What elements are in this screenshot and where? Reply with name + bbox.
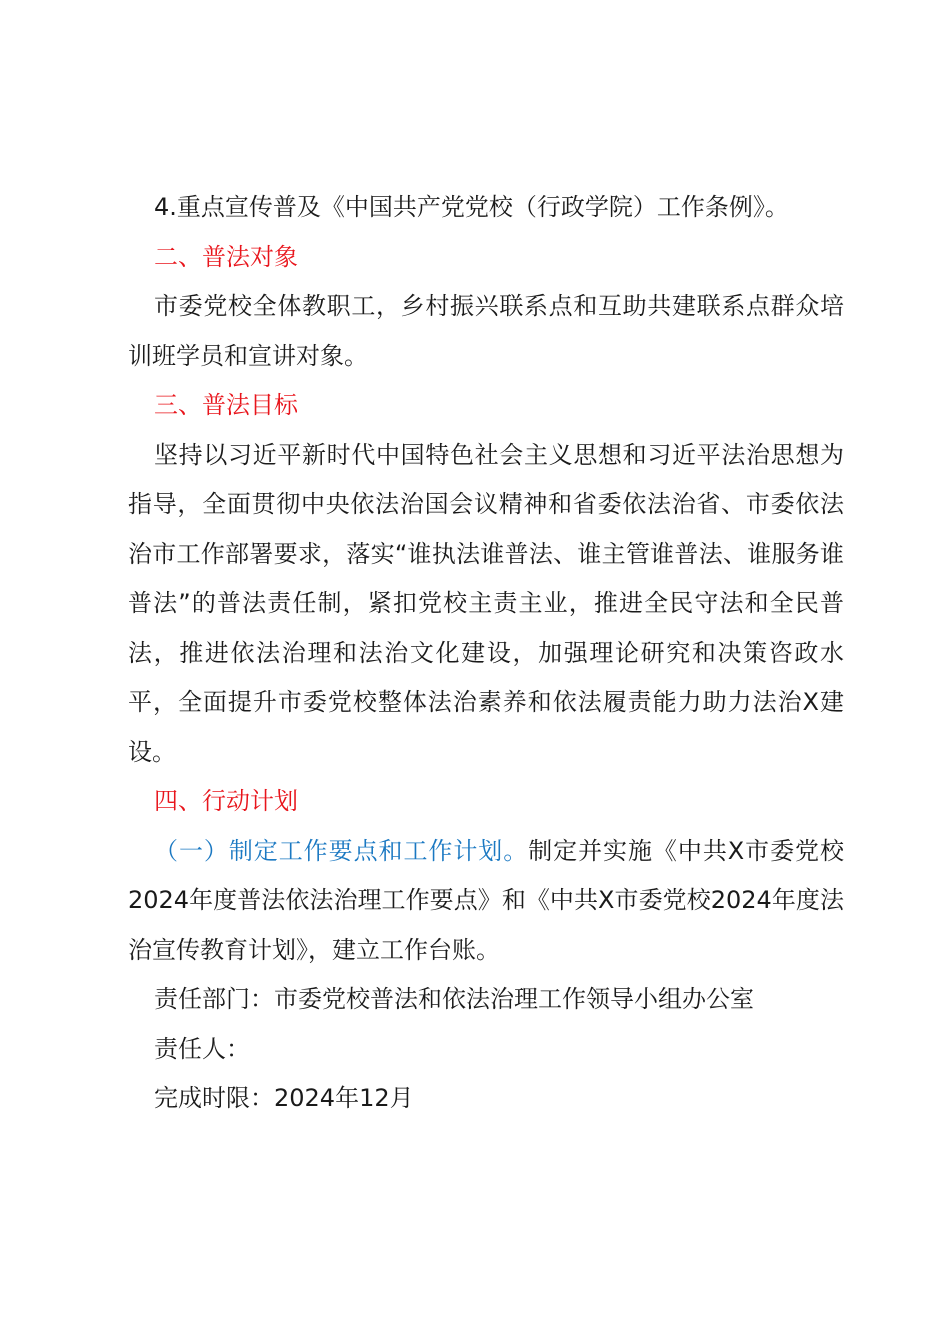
action-1-body: 制定并实施《中共X市委党校2024年度普法依法治理工作要点》和《中共X市委党校2024年度法治宣传教育计划》，建立工作台账。 [128,836,844,964]
responsible-department: 责任部门：市委党校普法和依法治理工作领导小组办公室 [154,985,754,1013]
section-3-heading: 三、普法目标 [154,391,298,419]
action-1-paragraph [128,827,844,976]
document-body [128,183,844,1124]
deadline: 完成时限：2024年12月 [154,1084,414,1112]
action-1-title: （一）制定工作要点和工作计划。 [154,836,529,865]
responsible-person: 责任人： [154,1034,250,1063]
section-2-body: 市委党校全体教职工，乡村振兴联系点和互助共建联系点群众培训班学员和宣讲对象。 [128,292,844,370]
section-4-heading: 四、行动计划 [154,787,298,815]
section-3-body: 坚持以习近平新时代中国特色社会主义思想和习近平法治思想为指导，全面贯彻中央依法治国会议精神和省委依法治省、市委依法治市工作部署要求，落实“谁执法谁普法、谁主管谁普法、谁服务谁普法”的普法责任制，紧扣党校主责主业，推进全民守法和全民普法，推进依法治理和法治文化建设，加强理论研究和决策咨政水平，全面提升市委党校整体法治素养和依法履责能力助力法治X建设。 [128,440,844,766]
section-2-heading: 二、普法对象 [154,242,298,271]
item-4: 4.重点宣传普及《中国共产党党校（行政学院）工作条例》。 [154,193,789,221]
